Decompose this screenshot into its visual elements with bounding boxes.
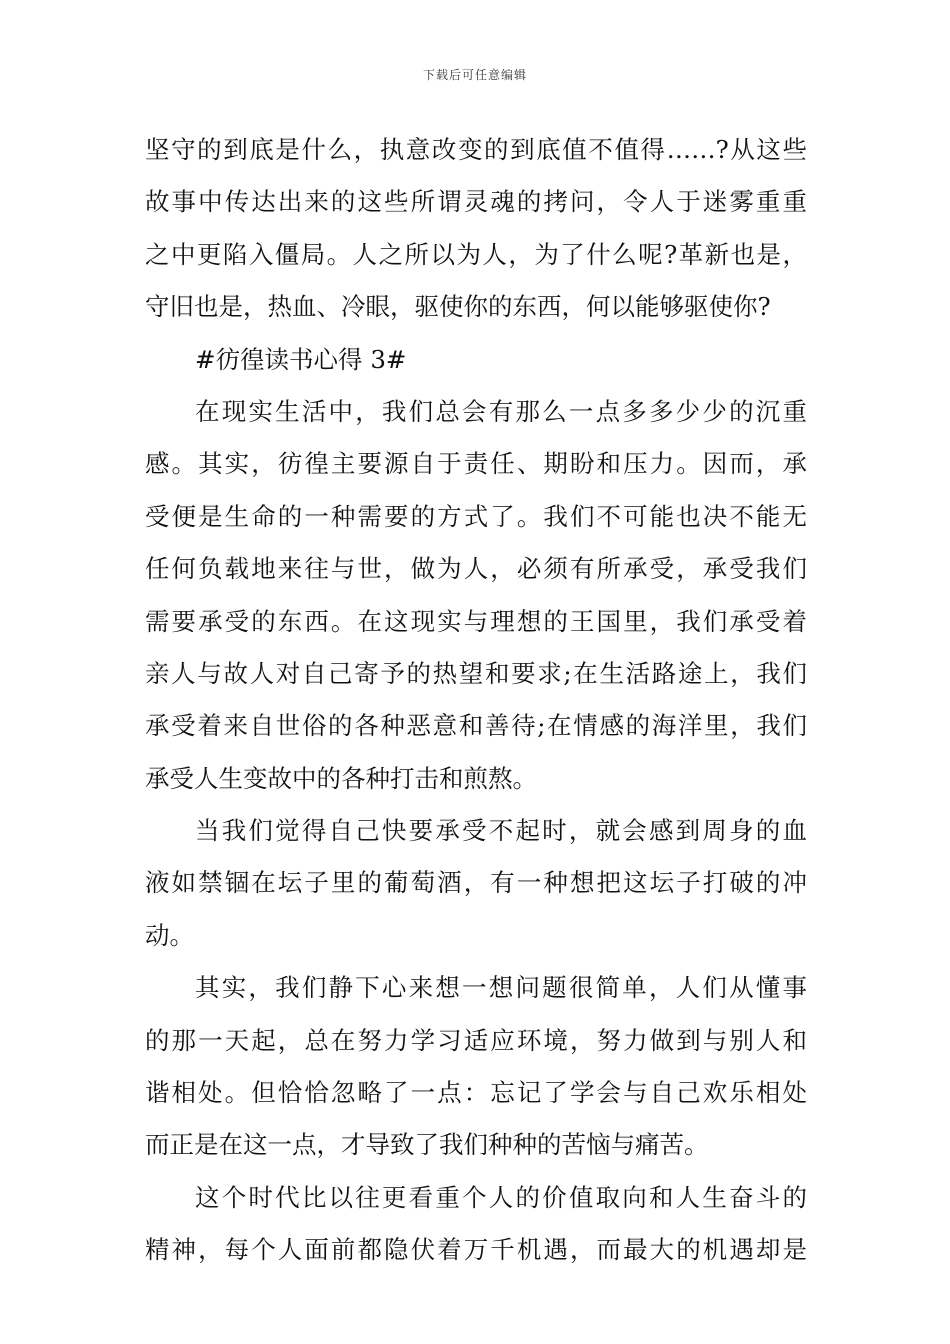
text-line: 谐相处。但恰恰忽略了一点：忘记了学会与自己欢乐相处: [145, 1078, 807, 1108]
text-line: 承受人生变故中的各种打击和煎熬。: [145, 763, 537, 793]
text-line: 守旧也是，热血、冷眼，驱使你的东西，何以能够驱使你?: [145, 292, 771, 322]
text-line: 故事中传达出来的这些所谓灵魂的拷问，令人于迷雾重重: [145, 187, 807, 217]
text-line: 任何负载地来往与世，做为人，必须有所承受，承受我们: [145, 554, 807, 584]
text-line: 的那一天起，总在努力学习适应环境，努力做到与别人和: [145, 1025, 807, 1055]
text-line: #彷徨读书心得 3#: [195, 344, 407, 374]
text-line: 这个时代比以往更看重个人的价值取向和人生奋斗的: [195, 1182, 807, 1212]
text-line: 而正是在这一点，才导致了我们种种的苦恼与痛苦。: [145, 1130, 709, 1160]
text-line: 承受着来自世俗的各种恶意和善待;在情感的海洋里，我们: [145, 711, 807, 741]
paragraph: [145, 124, 807, 334]
text-line: 亲人与故人对自己寄予的热望和要求;在生活路途上，我们: [145, 658, 807, 688]
text-line: 需要承受的东西。在这现实与理想的王国里，我们承受着: [145, 606, 807, 636]
page-header: 下载后可任意编辑: [422, 68, 527, 82]
section-heading: [145, 334, 807, 386]
paragraph: [145, 805, 807, 962]
text-line: 精神，每个人面前都隐伏着万千机遇，而最大的机遇却是: [145, 1235, 807, 1265]
text-line: 在现实生活中，我们总会有那么一点多多少少的沉重: [195, 396, 807, 426]
paragraph: [145, 386, 807, 805]
paragraph: [145, 1172, 807, 1277]
paragraph: [145, 962, 807, 1172]
text-line: 当我们觉得自己快要承受不起时，就会感到周身的血: [195, 816, 807, 846]
text-line: 液如禁锢在坛子里的葡萄酒，有一种想把这坛子打破的冲: [145, 868, 807, 898]
text-line: 其实，我们静下心来想一想问题很简单，人们从懂事: [195, 973, 807, 1003]
text-line: 动。: [145, 920, 194, 950]
text-line: 感。其实，彷徨主要源自于责任、期盼和压力。因而，承: [145, 449, 807, 479]
text-line: 坚守的到底是什么，执意改变的到底值不值得……?从这些: [145, 135, 807, 164]
text-line: 受便是生命的一种需要的方式了。我们不可能也决不能无: [145, 501, 807, 531]
document-body: [145, 124, 807, 1277]
text-line: 之中更陷入僵局。人之所以为人，为了什么呢?革新也是，: [145, 239, 807, 269]
